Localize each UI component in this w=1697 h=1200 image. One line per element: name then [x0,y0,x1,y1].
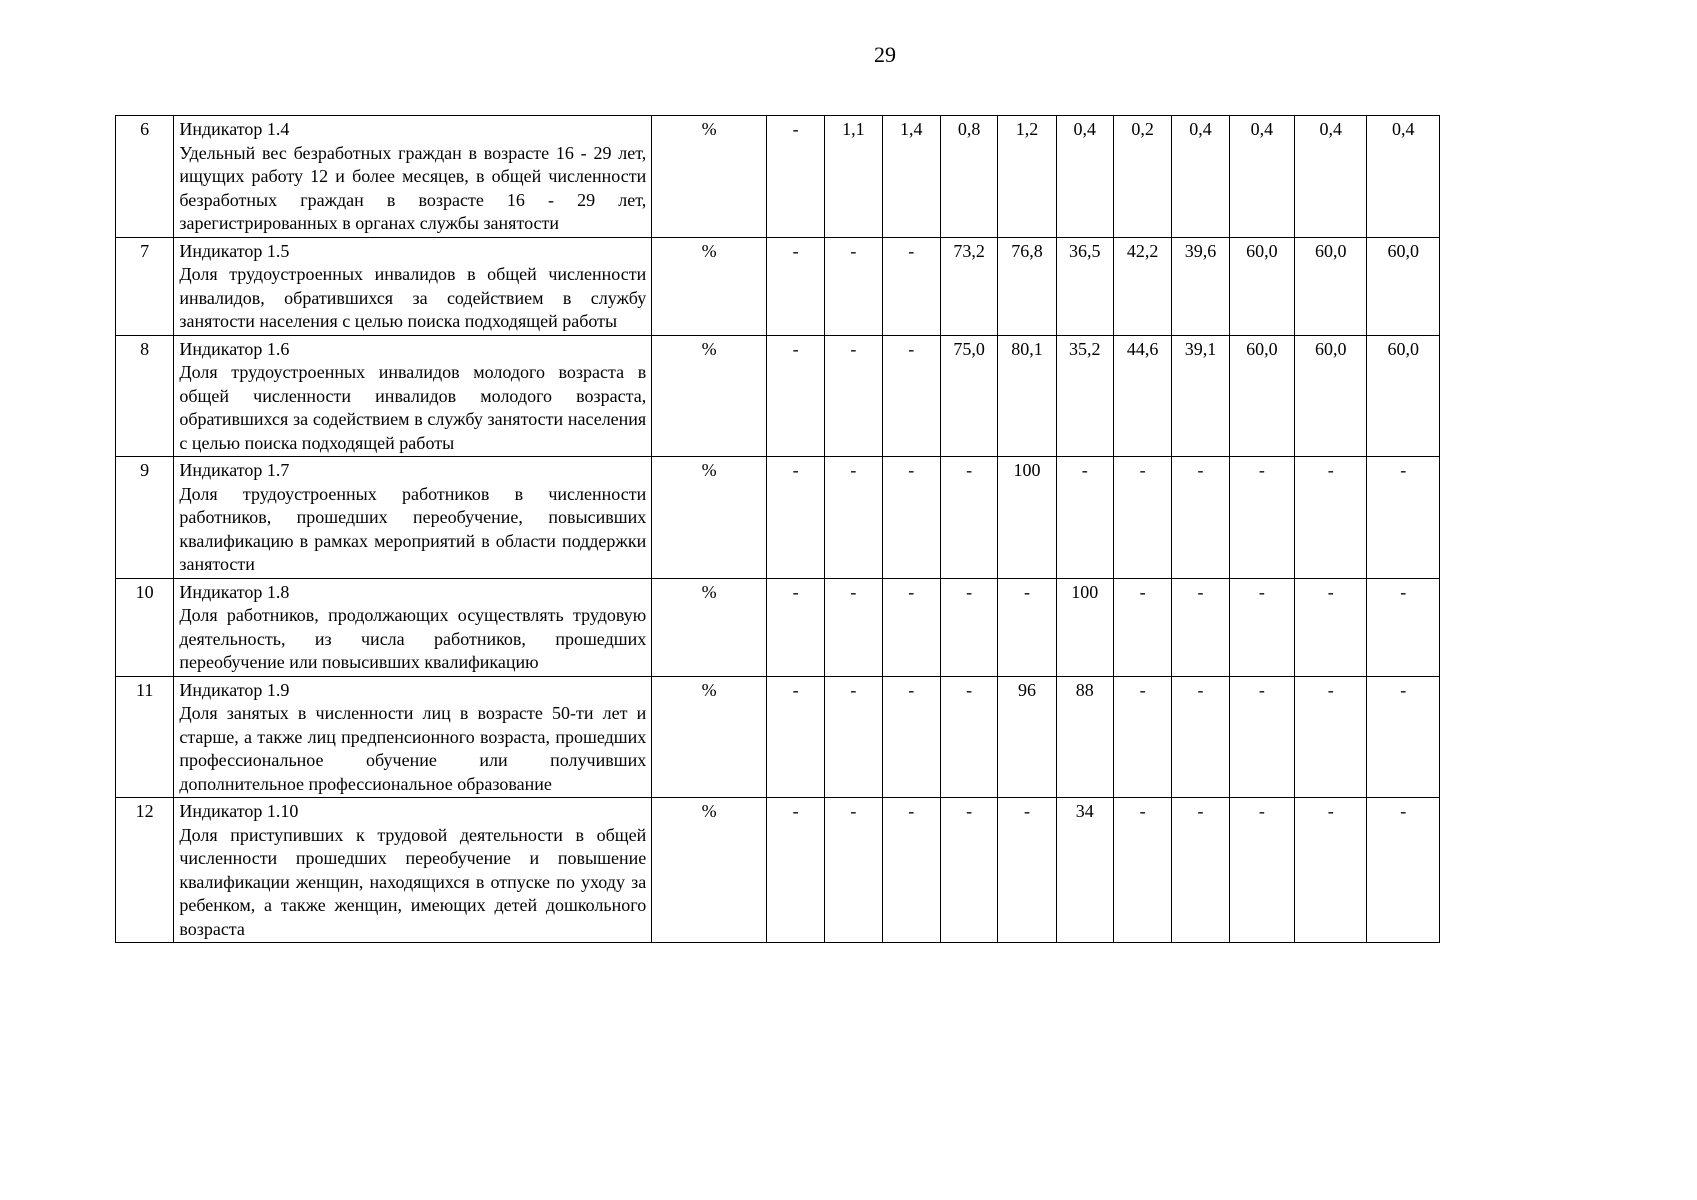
indicator-title: Индикатор 1.4 [179,119,290,139]
value-cell: 60,0 [1367,335,1440,457]
indicator-title: Индикатор 1.7 [179,460,290,480]
value-cell: - [1113,798,1171,943]
indicator-title: Индикатор 1.6 [179,338,290,359]
value-cell: - [882,578,940,676]
indicator-title: Индикатор 1.9 [179,679,290,700]
value-cell: - [766,798,824,943]
value-cell: - [825,798,882,943]
value-cell: - [940,798,997,943]
value-cell: - [1295,798,1367,943]
value-cell: 80,1 [998,335,1056,457]
value-cell: 100 [1056,578,1113,676]
indicator-text: Доля трудоустроенных работников в численности работников, прошедших переобучение, повысивших квалификацию в рамках мероприятий в области поддержки занятости [179,483,647,574]
value-cell: - [1113,676,1171,798]
indicator-description [174,457,652,579]
unit-cell: % [652,578,767,676]
value-cell: - [1172,798,1229,943]
value-cell: 60,0 [1367,237,1440,335]
indicator-description [174,335,652,457]
value-cell: - [766,578,824,676]
value-cell: - [766,116,824,238]
value-cell: - [825,457,882,579]
unit-cell: % [652,335,767,457]
indicator-text: Доля трудоустроенных инвалидов молодого возраста в общей численности инвалидов молодого возраста, обратившихся за содействием в службу занятости населения с целью поиска подходящей работы [179,362,647,453]
indicator-description [174,676,652,798]
indicator-description [174,237,652,335]
value-cell: - [882,798,940,943]
table-row [116,676,1440,798]
value-cell: 1,4 [882,116,940,238]
unit-cell: % [652,237,767,335]
value-cell: - [825,578,882,676]
row-number: 8 [116,335,174,457]
value-cell: - [998,798,1056,943]
value-cell: - [882,237,940,335]
value-cell: - [1229,798,1294,943]
value-cell: 100 [998,457,1056,579]
row-number: 12 [116,798,174,943]
value-cell: 34 [1056,798,1113,943]
value-cell: - [1172,578,1229,676]
indicator-text: Доля занятых в численности лиц в возрасте 50-ти лет и старше, а также лиц предпенсионного возраста, прошедших профессиональное обучение или получивших дополнительное профессиональное образование [179,703,647,794]
value-cell: 76,8 [998,237,1056,335]
unit-cell: % [652,457,767,579]
value-cell: 39,1 [1172,335,1229,457]
table-row [116,116,1440,238]
table-row [116,335,1440,457]
value-cell: - [766,457,824,579]
value-cell: - [825,335,882,457]
value-cell: - [940,676,997,798]
indicator-text: Доля трудоустроенных инвалидов в общей численности инвалидов, обратившихся за содействием в службу занятости населения с целью поиска подходящей работы [179,264,647,331]
value-cell: - [766,335,824,457]
indicator-text: Доля работников, продолжающих осуществлять трудовую деятельность, из числа работников, прошедших переобучение или повысивших квалификацию [179,605,647,672]
value-cell: - [1295,457,1367,579]
indicator-text: Удельный вес безработных граждан в возрасте 16 - 29 лет, ищущих работу 12 и более месяцев, в общей численности безработных граждан в возрасте 16 - 29 лет, зарегистрированных в органах службы занятости [179,142,647,233]
value-cell: 60,0 [1229,335,1294,457]
value-cell: 39,6 [1172,237,1229,335]
row-number: 11 [116,676,174,798]
indicator-title: Индикатор 1.10 [179,801,299,821]
value-cell: - [766,237,824,335]
value-cell: 0,4 [1367,116,1440,238]
value-cell: - [882,676,940,798]
value-cell: 35,2 [1056,335,1113,457]
unit-cell: % [652,116,767,238]
value-cell: 0,8 [940,116,997,238]
unit-cell: % [652,798,767,943]
row-number: 9 [116,457,174,579]
indicator-description [174,578,652,676]
value-cell: - [940,578,997,676]
value-cell: - [882,457,940,579]
value-cell: - [1229,457,1294,579]
value-cell: - [825,237,882,335]
value-cell: 60,0 [1229,237,1294,335]
value-cell: 1,1 [825,116,882,238]
value-cell: 0,4 [1229,116,1294,238]
value-cell: - [1113,578,1171,676]
value-cell: 60,0 [1295,237,1367,335]
value-cell: - [1113,457,1171,579]
value-cell: - [1229,578,1294,676]
row-number: 10 [116,578,174,676]
value-cell: 75,0 [940,335,997,457]
table-row [116,457,1440,579]
table-row [116,798,1440,943]
value-cell: 44,6 [1113,335,1171,457]
table-row [116,578,1440,676]
value-cell: 42,2 [1113,237,1171,335]
indicator-description [174,116,652,238]
value-cell: 0,4 [1295,116,1367,238]
value-cell: - [1367,798,1440,943]
row-number: 6 [116,116,174,238]
value-cell: 96 [998,676,1056,798]
value-cell: - [1367,457,1440,579]
value-cell: 88 [1056,676,1113,798]
value-cell: - [940,457,997,579]
value-cell: 0,4 [1056,116,1113,238]
value-cell: - [1367,578,1440,676]
value-cell: - [1229,676,1294,798]
value-cell: - [1295,676,1367,798]
unit-cell: % [652,676,767,798]
row-number: 7 [116,237,174,335]
value-cell: - [1367,676,1440,798]
value-cell: 0,2 [1113,116,1171,238]
value-cell: 1,2 [998,116,1056,238]
value-cell: 60,0 [1295,335,1367,457]
indicator-description [174,798,652,943]
indicator-title: Индикатор 1.5 [179,240,290,261]
indicators-table [115,115,1440,943]
value-cell: - [766,676,824,798]
value-cell: - [882,335,940,457]
value-cell: 36,5 [1056,237,1113,335]
table-row [116,237,1440,335]
indicator-title: Индикатор 1.8 [179,581,290,602]
table-body [116,116,1440,943]
value-cell: - [1056,457,1113,579]
indicator-text: Доля приступивших к трудовой деятельности в общей численности прошедших переобучение и повышение квалификации женщин, находящихся в отпуске по уходу за ребенком, а также женщин, имеющих детей дошкольного возраста [179,824,647,939]
value-cell: - [998,578,1056,676]
page-number: 29 [874,42,896,67]
value-cell: - [825,676,882,798]
value-cell: - [1172,457,1229,579]
value-cell: 0,4 [1172,116,1229,238]
value-cell: - [1172,676,1229,798]
value-cell: - [1295,578,1367,676]
value-cell: 73,2 [940,237,997,335]
